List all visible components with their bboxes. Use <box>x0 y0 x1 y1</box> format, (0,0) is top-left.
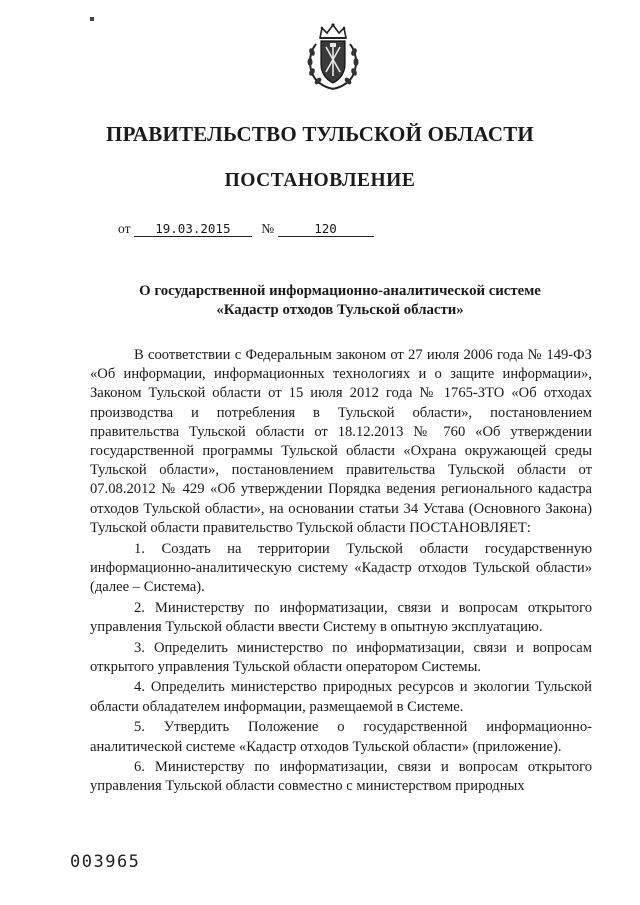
paragraph-item-3: 3. Определить министерство по информатизации, связи и вопросам открытого управления Тульской области оператором Системы. <box>90 639 592 675</box>
paragraph-item-2: 2. Министерству по информатизации, связи и вопросам открытого управления Тульской области ввести Систему в опытную эксплуатацию. <box>90 599 592 635</box>
paragraph-item-4: 4. Определить министерство природных ресурсов и экологии Тульской области обладателем информации, размещаемой в Системе. <box>90 679 592 715</box>
paragraph-item-5: 5. Утвердить Положение о государственной информационно-аналитической системе «Кадастр отходов Тульской области» (приложение). <box>90 719 592 755</box>
document-date: 19.03.2015 <box>134 222 252 237</box>
organization-title: ПРАВИТЕЛЬСТВО ТУЛЬСКОЙ ОБЛАСТИ <box>106 122 534 146</box>
dateline <box>118 221 374 237</box>
paragraph-preamble: В соответствии с Федеральным законом от 27 июля 2006 года № 149-ФЗ «Об информации, информационных технологиях и о защите информации», Законом Тульской области от 15 июля 2012 года № 1765-ЗТО «Об отходах производства и потребления в Тульской области», постановлением правительства Тульской области от 18.12.2013 № 760 «Об утверждении государственной программы Тульской области «Охрана окружающей среды Тульской области», постановлением правительства Тульской области от 07.08.2012 № 429 «Об утверждении Порядка ведения регионального кадастра отходов Тульской области», на основании статьи 34 Устава (Основного Закона) Тульской области правительство Тульской области ПОСТАНОВЛЯЕТ: <box>90 347 592 536</box>
document-number: 120 <box>278 222 374 237</box>
scan-speck <box>90 17 94 21</box>
document-subject <box>60 282 620 320</box>
coat-of-arms-icon <box>304 22 362 92</box>
serial-number: 003965 <box>70 852 141 872</box>
document-body <box>90 346 592 797</box>
date-label: от <box>118 221 131 236</box>
paragraph-item-6: 6. Министерству по информатизации, связи и вопросам открытого управления Тульской области совместно с министерством природных <box>90 759 592 795</box>
paragraph-item-1: 1. Создать на территории Тульской области государственную информационно-аналитическую систему «Кадастр отходов Тульской области» (далее – Система). <box>90 540 592 595</box>
subject-line-2: «Кадастр отходов Тульской области» <box>216 302 464 318</box>
subject-line-1: О государственной информационно-аналитической системе <box>139 283 541 299</box>
number-label: № <box>261 221 275 236</box>
document-type-title: ПОСТАНОВЛЕНИЕ <box>224 170 416 191</box>
